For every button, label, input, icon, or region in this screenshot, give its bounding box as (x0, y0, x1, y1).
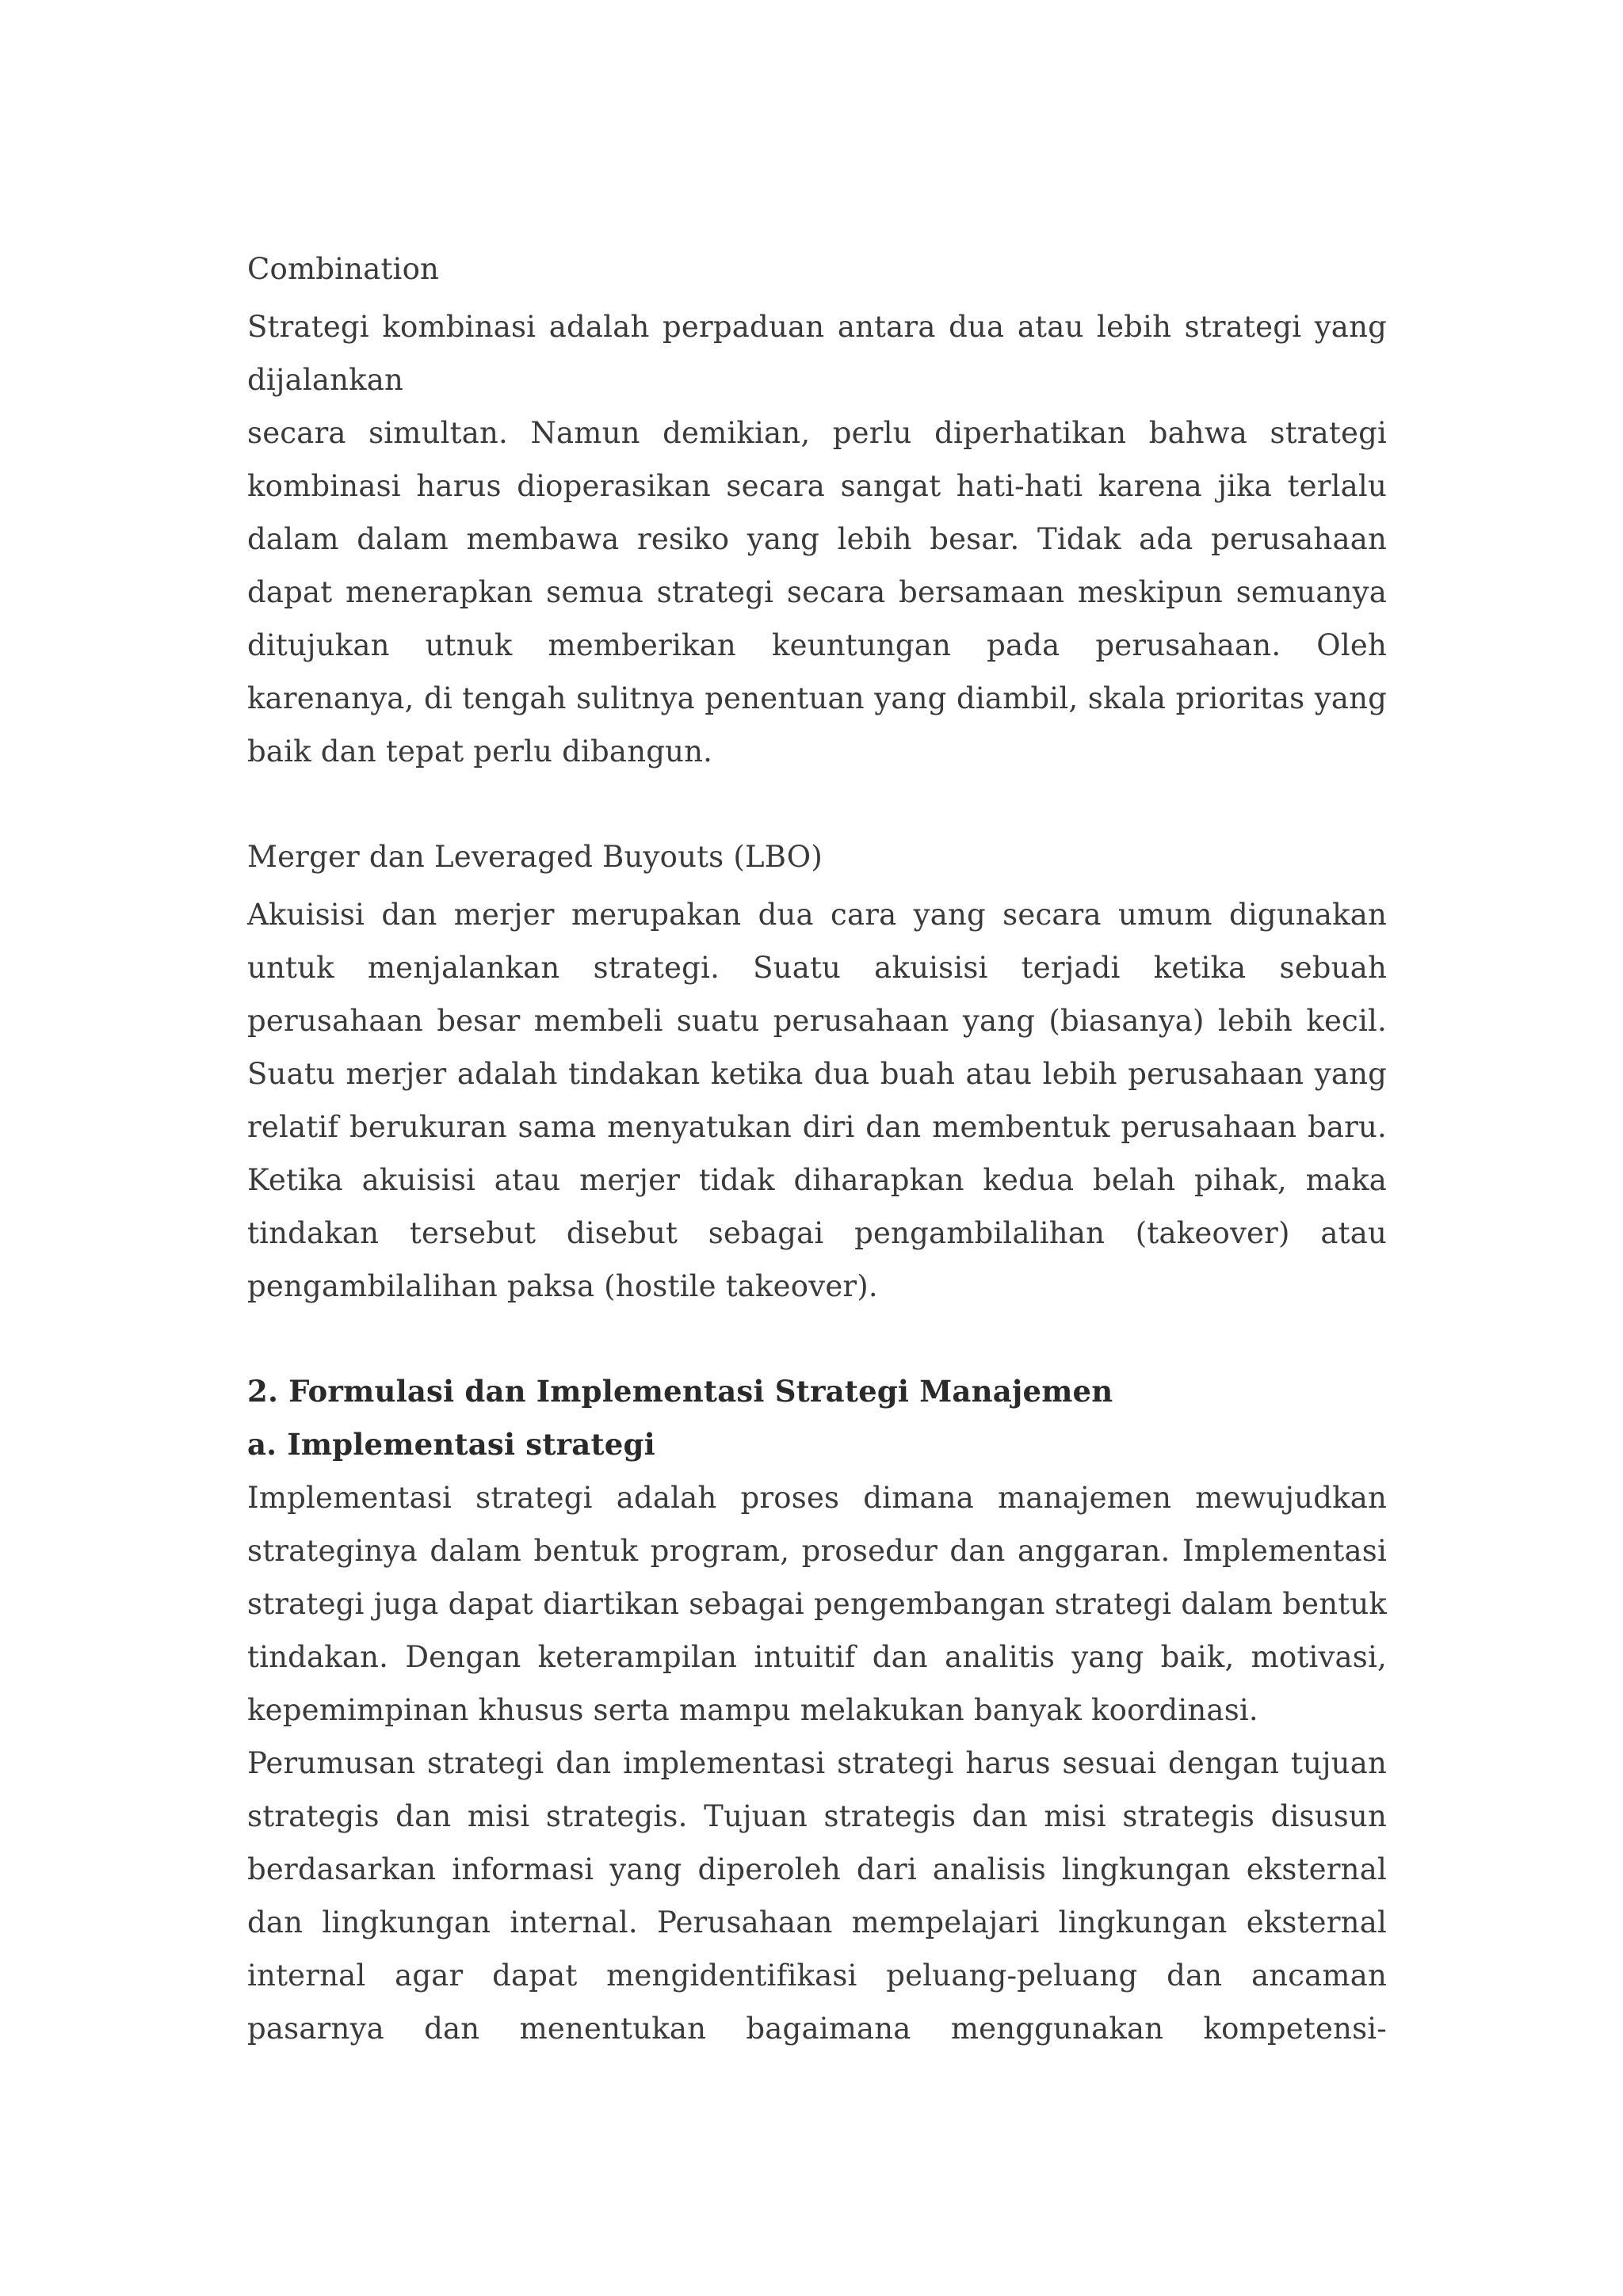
paragraph-line: dalam dalam membawa resiko yang lebih besar. Tidak ada perusahaan (247, 522, 1387, 556)
paragraph-line: secara simultan. Namun demikian, perlu diperhatikan bahwa strategi (247, 416, 1387, 450)
paragraph-line: kombinasi harus dioperasikan secara sangat hati-hati karena jika terlalu (247, 469, 1387, 503)
section-title-combination: Combination (247, 252, 440, 286)
paragraph-line: strategi juga dapat diartikan sebagai pengembangan strategi dalam bentuk (247, 1587, 1387, 1621)
paragraph-line: dapat menerapkan semua strategi secara bersamaan meskipun semuanya (247, 575, 1387, 609)
paragraph-line: berdasarkan informasi yang diperoleh dari analisis lingkungan eksternal (247, 1852, 1387, 1886)
paragraph-line: pasarnya dan menentukan bagaimana menggunakan kompetensi- (247, 2012, 1387, 2046)
paragraph-line: strateginya dalam bentuk program, prosedur dan anggaran. Implementasi (247, 1534, 1387, 1568)
section-heading-formulasi: 2. Formulasi dan Implementasi Strategi Manajemen (247, 1374, 1113, 1409)
paragraph-line: karenanya, di tengah sulitnya penentuan yang diambil, skala prioritas yang (247, 681, 1387, 715)
paragraph-line: Suatu merjer adalah tindakan ketika dua buah atau lebih perusahaan yang (247, 1057, 1387, 1091)
paragraph-line: perusahaan besar membeli suatu perusahaan yang (biasanya) lebih kecil. (247, 1004, 1387, 1038)
paragraph-line: dan lingkungan internal. Perusahaan mempelajari lingkungan eksternal (247, 1905, 1387, 1939)
paragraph-line: untuk menjalankan strategi. Suatu akuisisi terjadi ketika sebuah (247, 951, 1387, 985)
paragraph-line: Akuisisi dan merjer merupakan dua cara yang secara umum digunakan (247, 898, 1387, 932)
paragraph-line: Ketika akuisisi atau merjer tidak diharapkan kedua belah pihak, maka (247, 1163, 1387, 1197)
paragraph-line: Implementasi strategi adalah proses dimana manajemen mewujudkan (247, 1481, 1387, 1515)
section-title-merger: Merger dan Leveraged Buyouts (LBO) (247, 840, 823, 874)
document-page (247, 242, 1387, 2055)
paragraph-line: Perumusan strategi dan implementasi strategi harus sesuai dengan tujuan (247, 1746, 1387, 1780)
paragraph-line: tindakan tersebut disebut sebagai pengambilalihan (takeover) atau (247, 1216, 1387, 1250)
paragraph-line: dijalankan (247, 363, 404, 397)
paragraph-line: internal agar dapat mengidentifikasi peluang-peluang dan ancaman (247, 1958, 1387, 1993)
paragraph-line: pengambilalihan paksa (hostile takeover). (247, 1269, 878, 1303)
paragraph-line: strategis dan misi strategis. Tujuan strategis dan misi strategis disusun (247, 1799, 1387, 1833)
paragraph-line: ditujukan utnuk memberikan keuntungan pada perusahaan. Oleh (247, 628, 1387, 662)
subheading-implementasi: a. Implementasi strategi (247, 1427, 655, 1462)
paragraph-line: kepemimpinan khusus serta mampu melakukan banyak koordinasi. (247, 1693, 1258, 1727)
paragraph-line: Strategi kombinasi adalah perpaduan antara dua atau lebih strategi yang (247, 310, 1387, 344)
paragraph-line: relatif berukuran sama menyatukan diri dan membentuk perusahaan baru. (247, 1110, 1387, 1144)
paragraph-line: tindakan. Dengan keterampilan intuitif dan analitis yang baik, motivasi, (247, 1640, 1387, 1674)
paragraph-line: baik dan tepat perlu dibangun. (247, 734, 713, 769)
